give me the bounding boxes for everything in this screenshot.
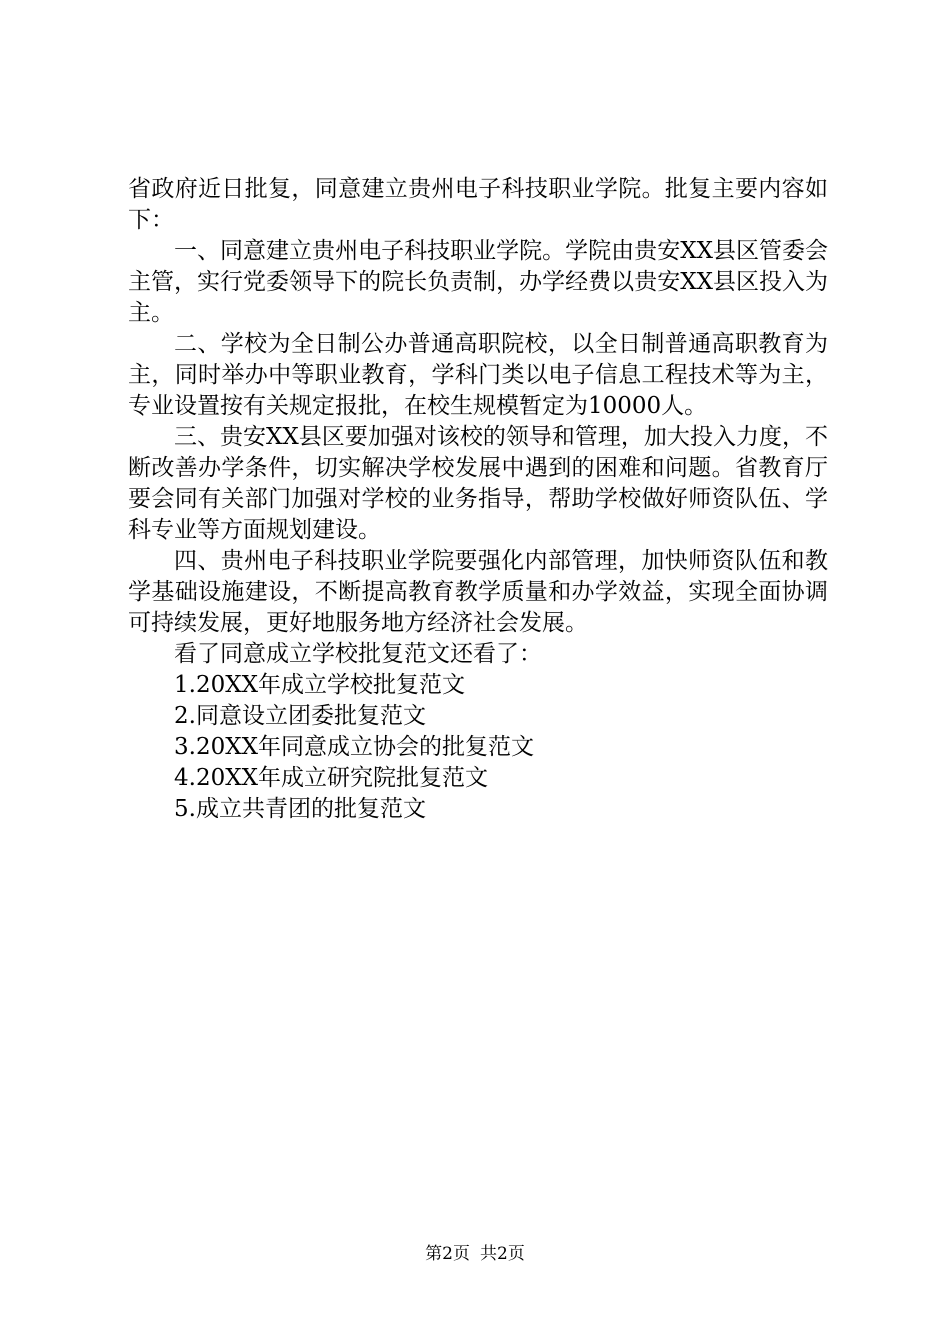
page-footer [0, 1243, 950, 1265]
paragraph-item-2: 二、学校为全日制公办普通高职院校，以全日制普通高职教育为主，同时举办中等职业教育，学科门类以电子信息工程技术等为主，专业设置按有关规定报批，在校生规模暂定为10000人。 [128, 331, 828, 419]
page-total: 共2页 [480, 1244, 525, 1264]
paragraph-item-4: 四、贵州电子科技职业学院要强化内部管理，加快师资队伍和教学基础设施建设，不断提高教育教学质量和办学效益，实现全面协调可持续发展，更好地服务地方经济社会发展。 [128, 548, 828, 636]
document-body [128, 174, 828, 825]
related-link-2[interactable]: 2.同意设立团委批复范文 [174, 703, 426, 729]
page-number: 第2页 [425, 1244, 470, 1264]
related-link-3[interactable]: 3.20XX年同意成立协会的批复范文 [174, 734, 534, 760]
paragraph-intro: 省政府近日批复，同意建立贵州电子科技职业学院。批复主要内容如下： [128, 176, 828, 233]
related-link-1[interactable]: 1.20XX年成立学校批复范文 [174, 672, 465, 698]
related-heading: 看了同意成立学校批复范文还看了： [174, 641, 542, 667]
related-link-4[interactable]: 4.20XX年成立研究院批复范文 [174, 765, 488, 791]
related-list [128, 670, 828, 825]
paragraph-item-1: 一、同意建立贵州电子科技职业学院。学院由贵安XX县区管委会主管，实行党委领导下的院长负责制，办学经费以贵安XX县区投入为主。 [128, 238, 828, 326]
related-link-5[interactable]: 5.成立共青团的批复范文 [174, 796, 426, 822]
paragraph-item-3: 三、贵安XX县区要加强对该校的领导和管理，加大投入力度，不断改善办学条件，切实解决学校发展中遇到的困难和问题。省教育厅要会同有关部门加强对学校的业务指导，帮助学校做好师资队伍、学科专业等方面规划建设。 [128, 424, 828, 543]
